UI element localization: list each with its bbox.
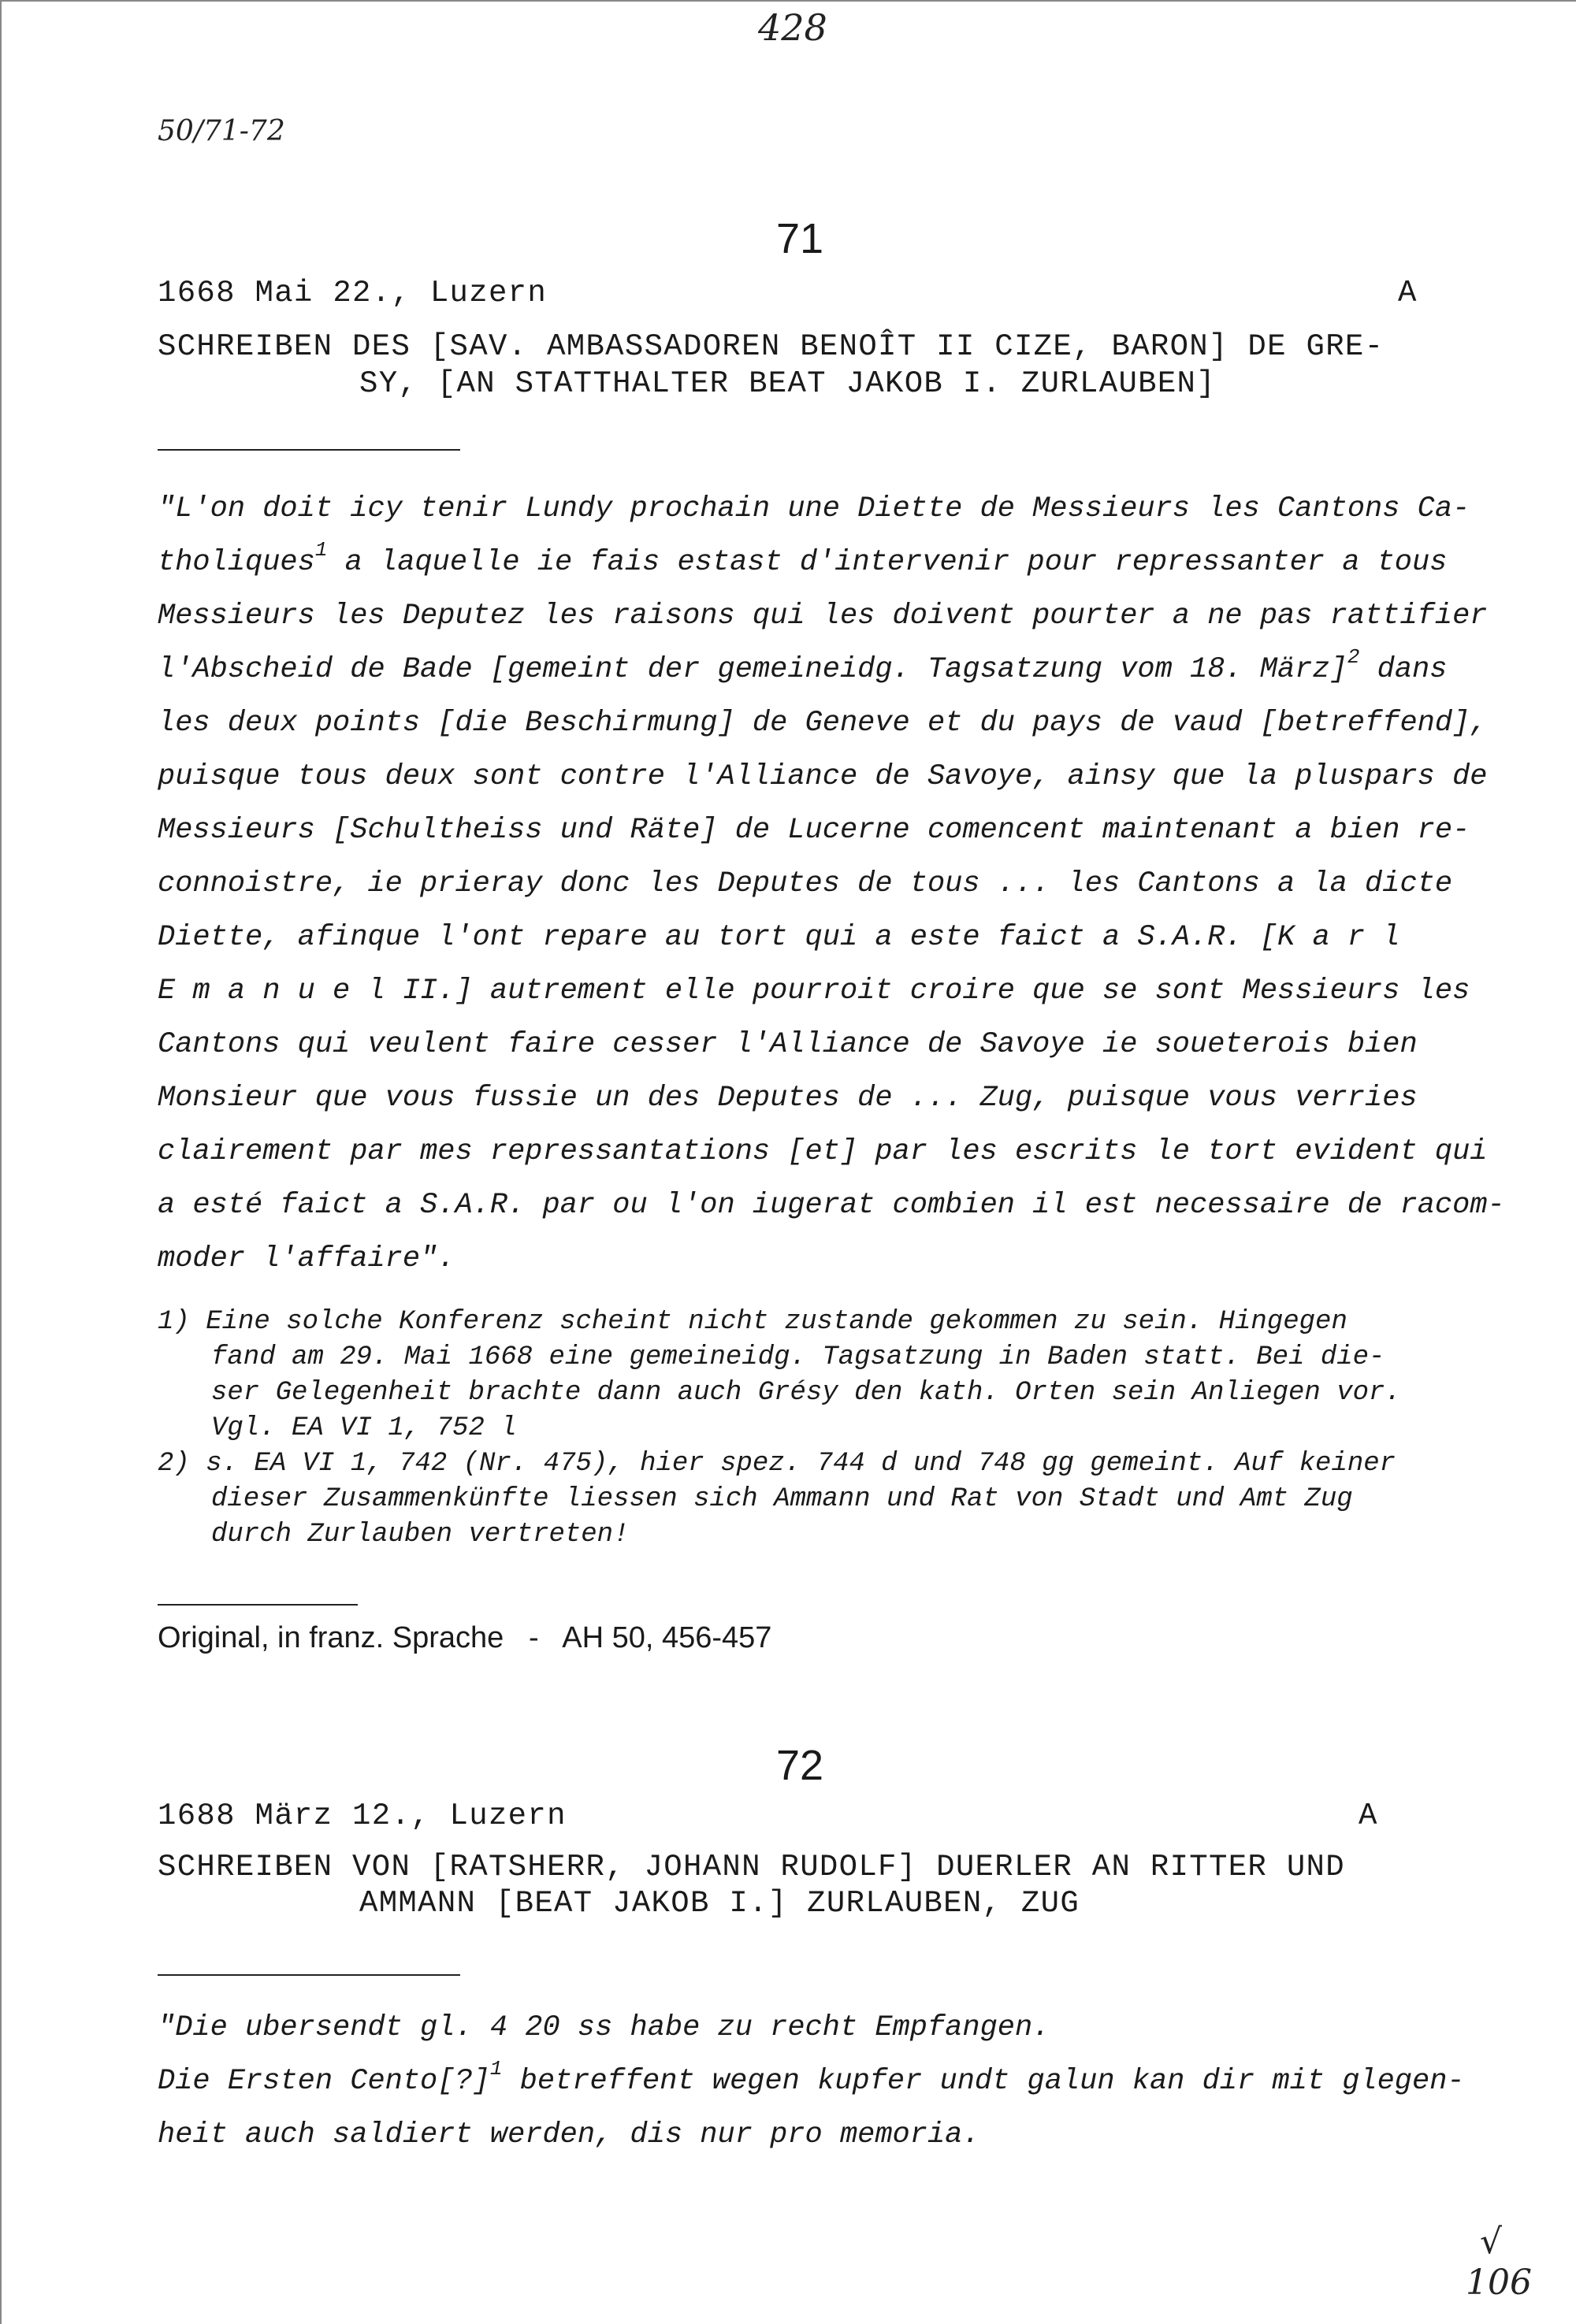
handwritten-page-number: 428 [758, 6, 827, 49]
body-line: a esté faict a S.A.R. par ou l'on iugerat combien il est necessaire de racom- [158, 1189, 1505, 1222]
body-line: Diette, afinque l'ont repare au tort qui a este faict a S.A.R. [K a r l [158, 921, 1400, 954]
footnote-line: fand am 29. Mai 1668 eine gemeineidg. Tagsatzung in Baden statt. Bei die- [211, 1342, 1385, 1372]
section-divider [158, 1604, 358, 1606]
body-line [158, 643, 1505, 696]
letter-body [158, 2001, 1465, 2162]
body-text: betreffent wegen kupfer undt galun kan dir mit glegen- [502, 2065, 1465, 2098]
body-line: les deux points [die Beschirmung] de Geneve et du pays de vaud [betreffend], [158, 707, 1488, 740]
entry-title-line: SCHREIBEN DES [SAV. AMBASSADOREN BENOÎT II CIZE, BARON] DE GRE- [158, 329, 1385, 364]
entry-marker: A [1359, 1799, 1378, 1833]
entry-title-line: SY, [AN STATTHALTER BEAT JAKOB I. ZURLAUBEN] [359, 366, 1216, 401]
body-line: connoistre, ie prieray donc les Deputes de tous ... les Cantons a la dicte [158, 867, 1453, 900]
entry-date-place: 1668 Mai 22., Luzern [158, 276, 548, 310]
body-text: l'Abscheid de Bade [gemeint der gemeineidg. Tagsatzung vom 18. März] [158, 653, 1347, 686]
footnote-line: Vgl. EA VI 1, 752 l [211, 1413, 517, 1443]
handwritten-folio-number: 106 [1466, 2263, 1532, 2303]
footnote-line: 2) s. EA VI 1, 742 (Nr. 475), hier spez. 744 d und 748 gg gemeint. Auf keiner [158, 1449, 1396, 1479]
footnote-ref: 2 [1347, 644, 1360, 669]
body-text: dans [1359, 653, 1448, 686]
body-line: heit auch saldiert werden, dis nur pro memoria. [158, 2118, 980, 2151]
footnote-line: 1) Eine solche Konferenz scheint nicht zustande gekommen zu sein. Hingegen [158, 1307, 1347, 1337]
body-line [158, 2055, 1465, 2108]
body-line: "Die ubersendt gl. 4 20 ss habe zu recht Empfangen. [158, 2011, 1050, 2044]
footnote-ref: 1 [489, 2056, 503, 2081]
body-line: Cantons qui veulent faire cesser l'Alliance de Savoye ie soueterois bien [158, 1028, 1418, 1061]
footnote-ref: 1 [314, 537, 328, 562]
entry-date-place: 1688 März 12., Luzern [158, 1799, 567, 1833]
entry-marker: A [1398, 276, 1418, 310]
handwritten-check-mark: √ [1480, 2222, 1503, 2262]
section-divider [158, 1974, 460, 1976]
archive-reference: 50/71-72 [158, 115, 285, 147]
body-text: tholiques [158, 546, 315, 579]
footnote-line: dieser Zusammenkünfte liessen sich Ammann und Rat von Stadt und Amt Zug [211, 1484, 1353, 1514]
scan-border-top [0, 0, 1576, 2]
entry-number: 71 [776, 215, 824, 262]
body-line [158, 536, 1505, 589]
body-line: E m a n u e l II.] autrement elle pourroit croire que se sont Messieurs les [158, 975, 1470, 1008]
entry-title-line: AMMANN [BEAT JAKOB I.] ZURLAUBEN, ZUG [359, 1886, 1080, 1921]
body-line: clairement par mes repressantations [et] par les escrits le tort evident qui [158, 1135, 1488, 1168]
body-line: Messieurs [Schultheiss und Räte] de Lucerne comencent maintenant a bien re- [158, 814, 1470, 847]
body-line: puisque tous deux sont contre l'Alliance de Savoye, ainsy que la pluspars de [158, 760, 1488, 793]
source-note: Original, in franz. Sprache - AH 50, 456-457 [158, 1621, 772, 1654]
body-line: Monsieur que vous fussie un des Deputes de ... Zug, puisque vous verries [158, 1082, 1418, 1115]
letter-body [158, 482, 1505, 1286]
scan-border-left [0, 0, 2, 2324]
footnotes [158, 1305, 1401, 1553]
body-text: Die Ersten Cento[?] [158, 2065, 490, 2098]
section-divider [158, 449, 460, 451]
entry-number: 72 [776, 1742, 824, 1789]
body-line: Messieurs les Deputez les raisons qui les doivent pourter a ne pas rattifier [158, 600, 1488, 633]
body-line: "L'on doit icy tenir Lundy prochain une Diette de Messieurs les Cantons Ca- [158, 492, 1470, 525]
footnote-line: durch Zurlauben vertreten! [211, 1520, 630, 1550]
entry-title-line: SCHREIBEN VON [RATSHERR, JOHANN RUDOLF] DUERLER AN RITTER UND [158, 1850, 1345, 1884]
footnote-line: ser Gelegenheit brachte dann auch Grésy den kath. Orten sein Anliegen vor. [211, 1378, 1401, 1408]
body-text: a laquelle ie fais estast d'intervenir pour repressanter a tous [327, 546, 1448, 579]
body-line: moder l'affaire". [158, 1242, 455, 1275]
